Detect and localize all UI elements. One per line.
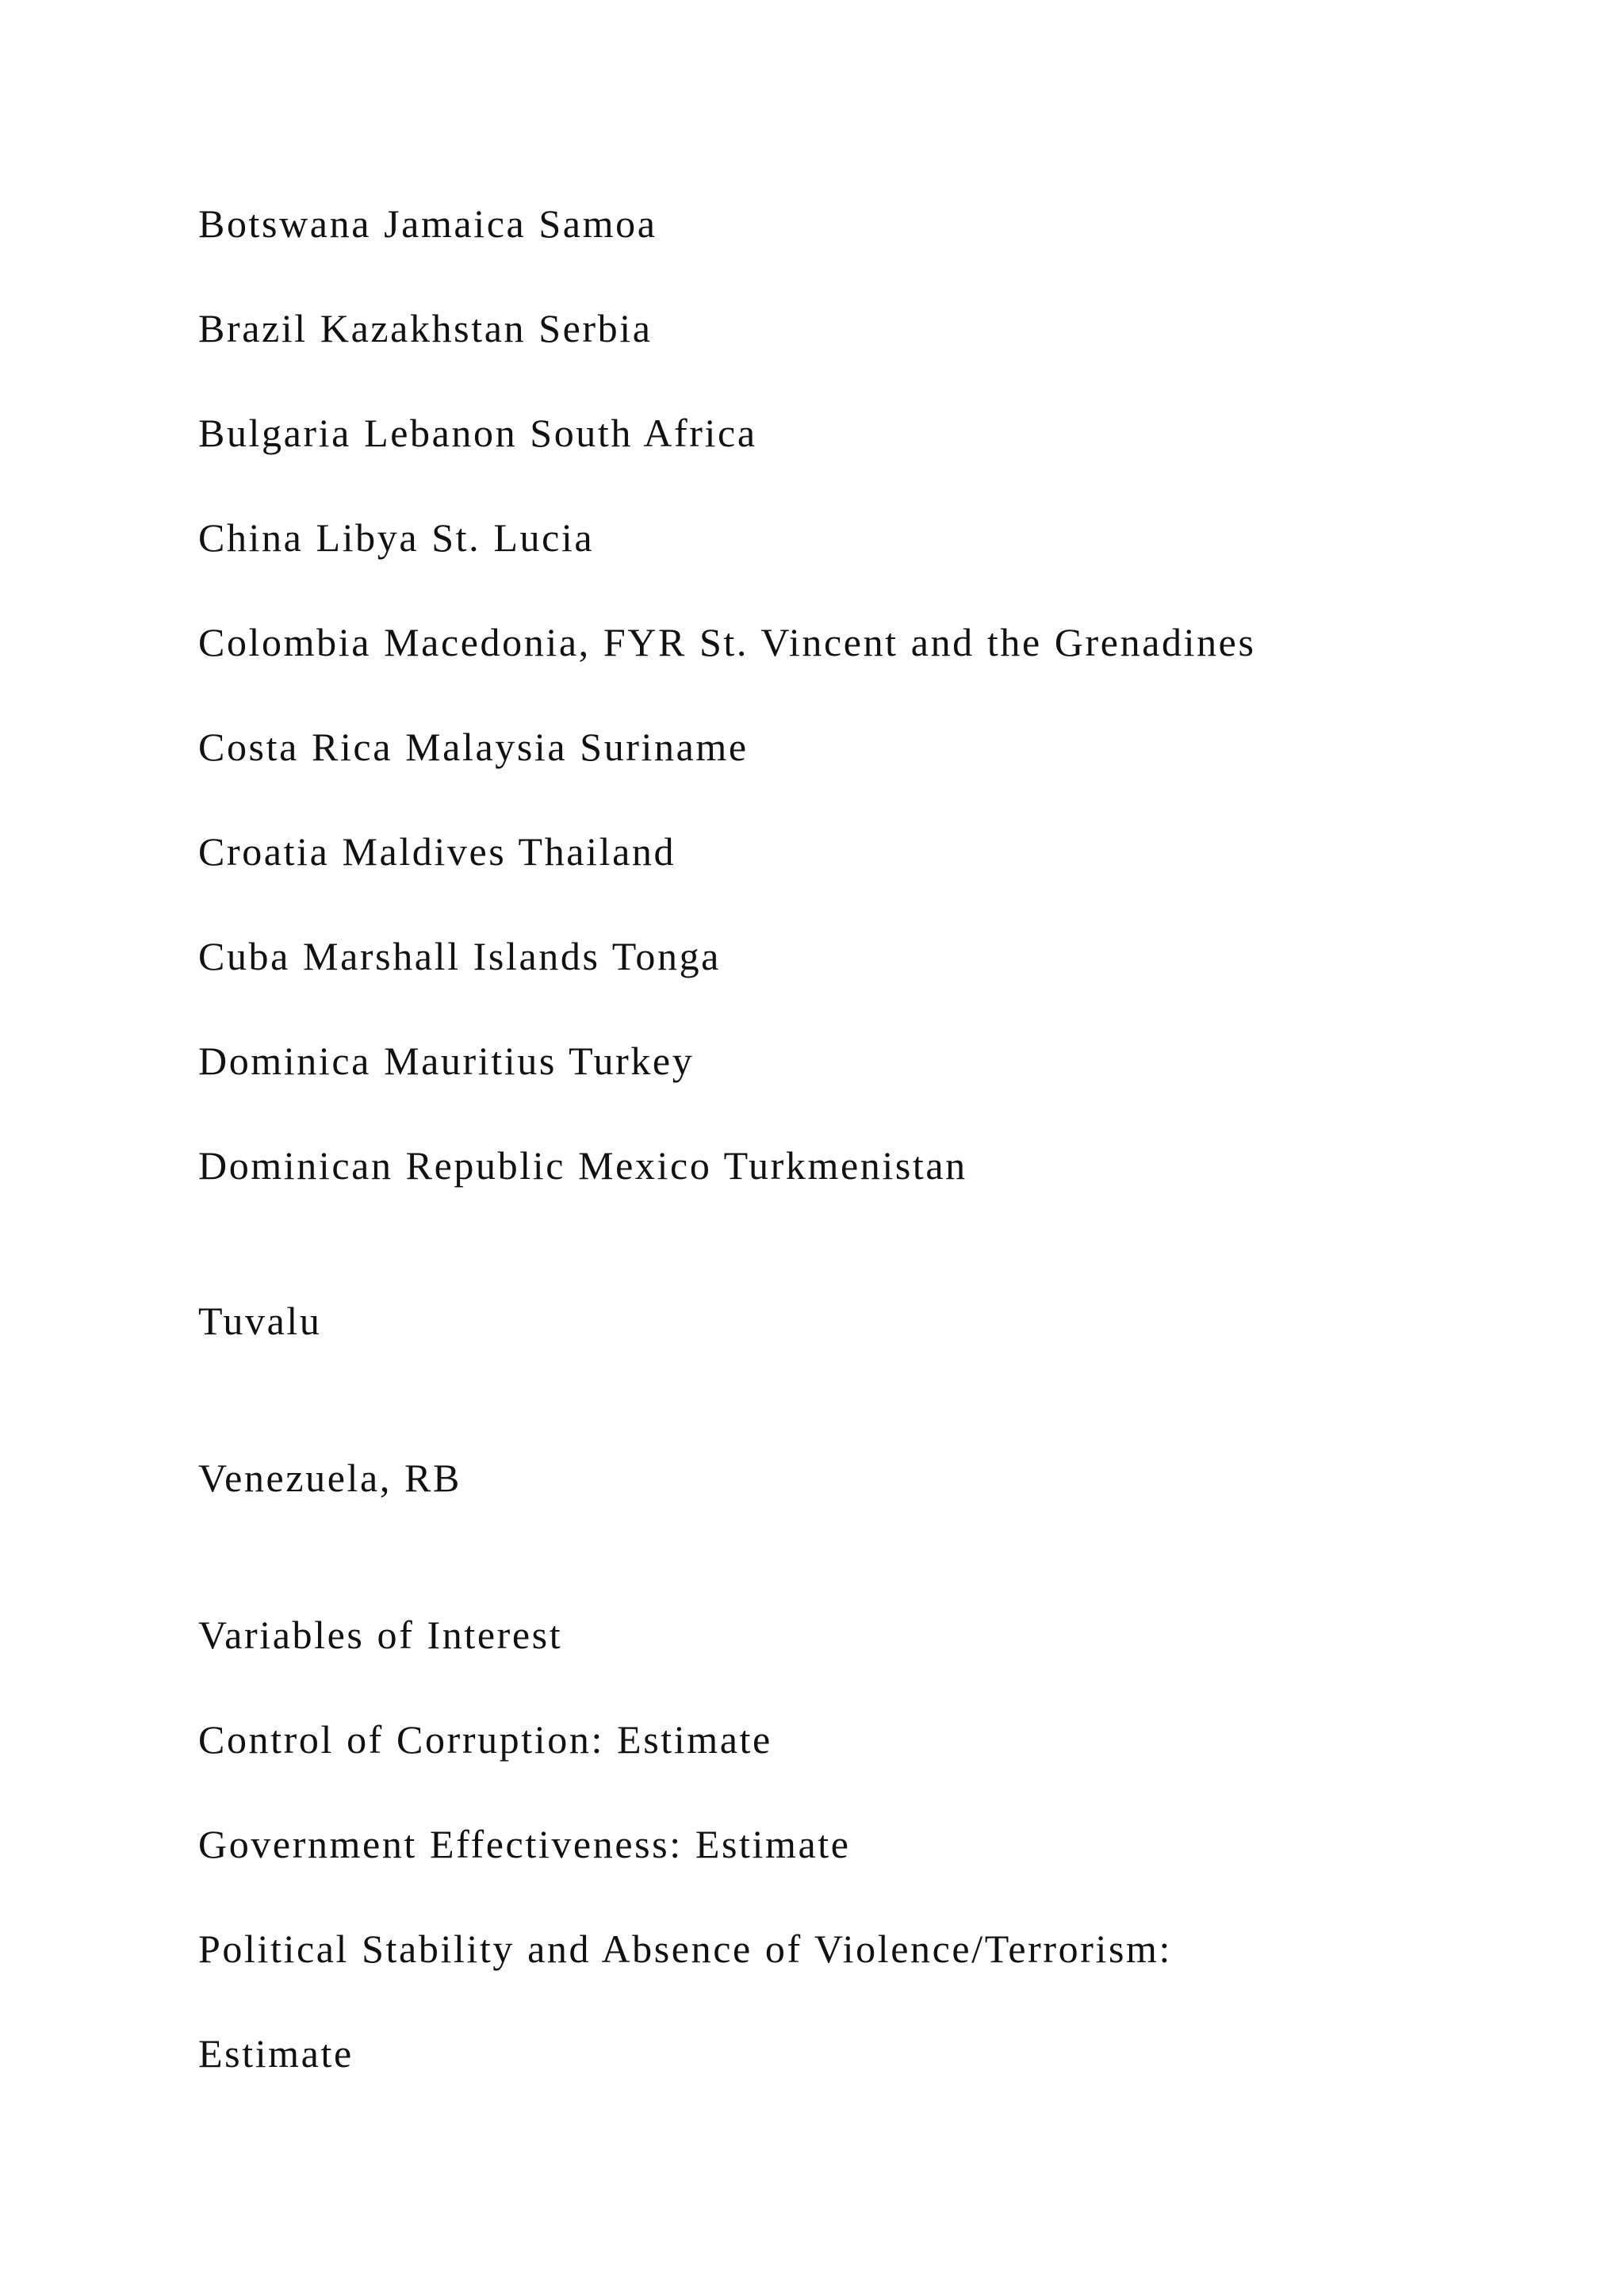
extra-country: Venezuela, RB <box>198 1456 462 1500</box>
country-row: Colombia Macedonia, FYR St. Vincent and the Grenadines <box>198 620 1256 664</box>
country-row: China Libya St. Lucia <box>198 515 595 560</box>
country-row: Bulgaria Lebanon South Africa <box>198 411 757 455</box>
country-row: Dominican Republic Mexico Turkmenistan <box>198 1143 967 1188</box>
variable-item: Control of Corruption: Estimate <box>198 1717 772 1762</box>
section-heading: Variables of Interest <box>198 1613 563 1657</box>
country-row: Brazil Kazakhstan Serbia <box>198 306 653 350</box>
country-row: Dominica Mauritius Turkey <box>198 1039 695 1083</box>
country-row: Costa Rica Malaysia Suriname <box>198 725 749 769</box>
country-row: Croatia Maldives Thailand <box>198 829 676 874</box>
variable-item: Estimate <box>198 2031 354 2076</box>
extra-country: Tuvalu <box>198 1299 322 1343</box>
country-row: Botswana Jamaica Samoa <box>198 201 657 246</box>
variable-item: Government Effectiveness: Estimate <box>198 1822 851 1866</box>
country-row: Cuba Marshall Islands Tonga <box>198 934 721 978</box>
variable-item: Political Stability and Absence of Violence/Terrorism: <box>198 1927 1173 1971</box>
